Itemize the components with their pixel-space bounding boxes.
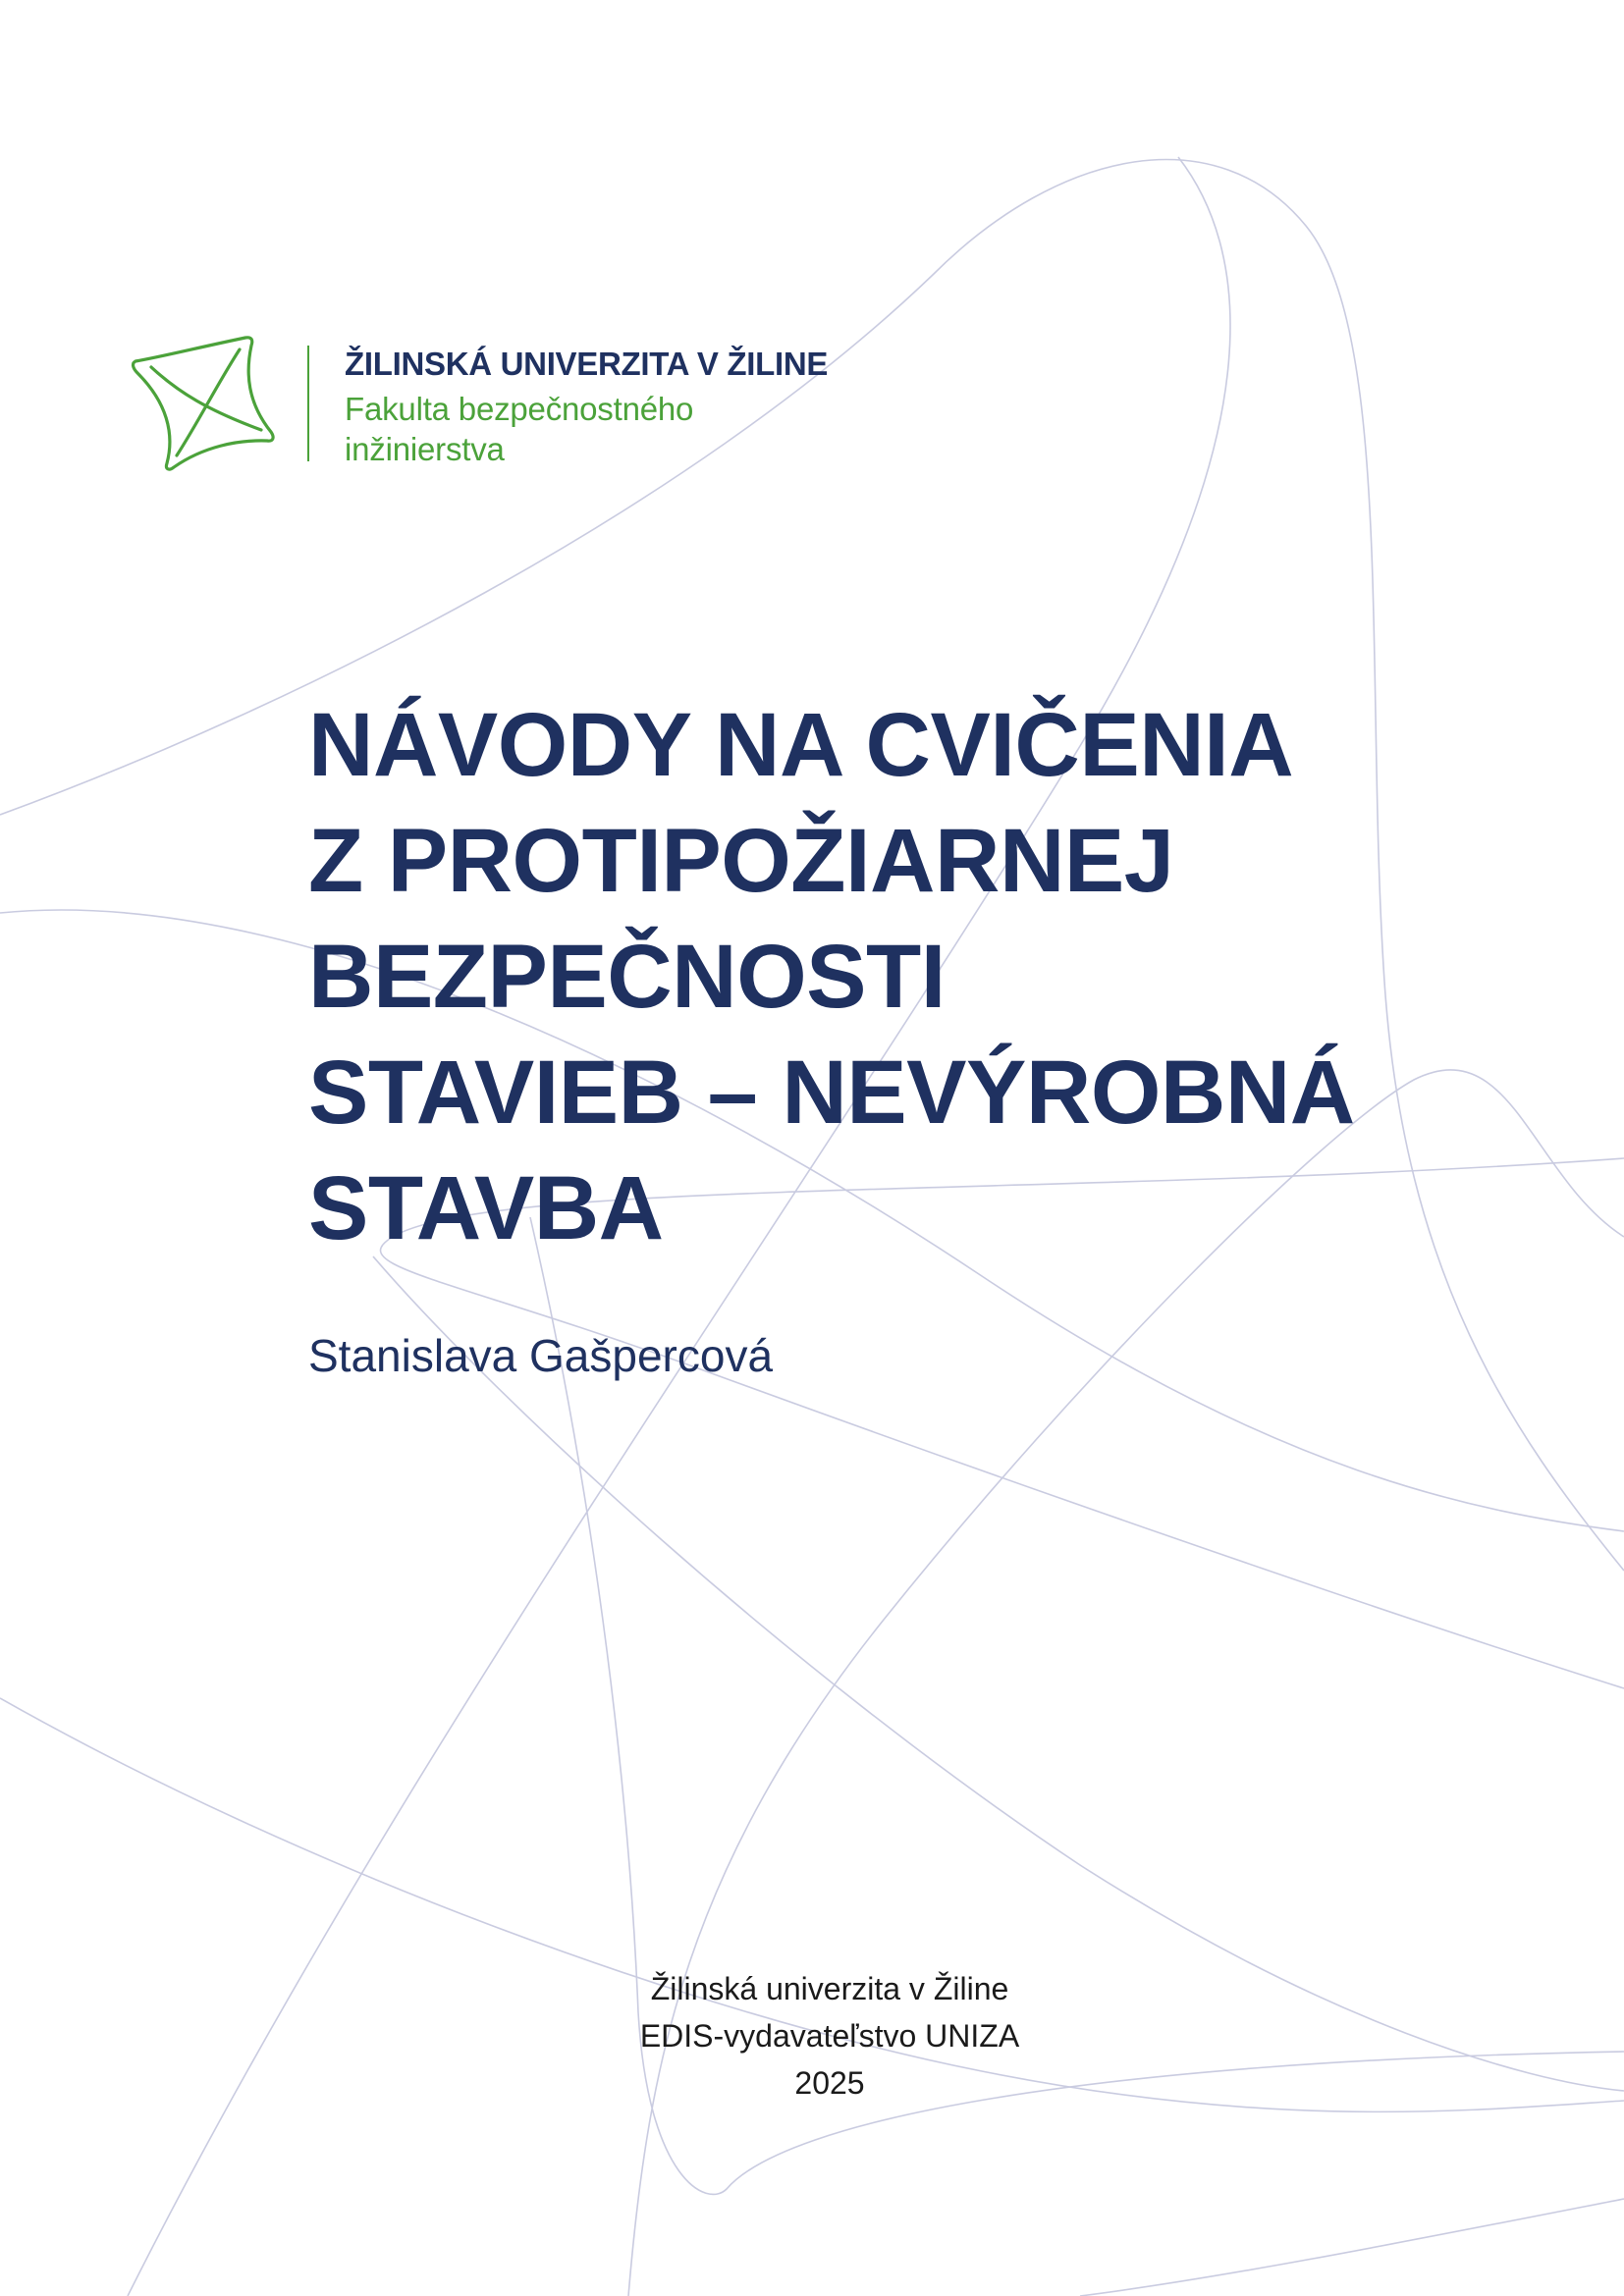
faculty-name-line: Fakulta bezpečnostného	[345, 391, 694, 427]
background-curve	[1080, 2199, 1624, 2296]
publisher-line: Žilinská univerzita v Žiline	[650, 1971, 1009, 2006]
publisher-line: EDIS-vydavateľstvo UNIZA	[639, 2018, 1020, 2054]
publication-year: 2025	[794, 2065, 865, 2101]
faculty-name	[345, 389, 796, 469]
publisher-block	[535, 1965, 1124, 2107]
title-line: STAVBA	[308, 1158, 664, 1258]
document-title	[308, 687, 1516, 1266]
faculty-name-line: inžinierstva	[345, 431, 505, 467]
author-name: Stanislava Gašpercová	[308, 1330, 774, 1381]
uniza-star-logo-icon	[130, 334, 277, 473]
title-line: STAVIEB – NEVÝROBNÁ	[308, 1042, 1355, 1143]
title-line: NÁVODY NA CVIČENIA	[308, 695, 1294, 795]
university-name: ŽILINSKÁ UNIVERZITA V ŽILINE	[345, 346, 829, 382]
title-line: BEZPEČNOSTI	[308, 927, 946, 1027]
title-line: Z PROTIPOŽIARNEJ	[308, 811, 1174, 911]
logo-divider	[307, 346, 309, 461]
